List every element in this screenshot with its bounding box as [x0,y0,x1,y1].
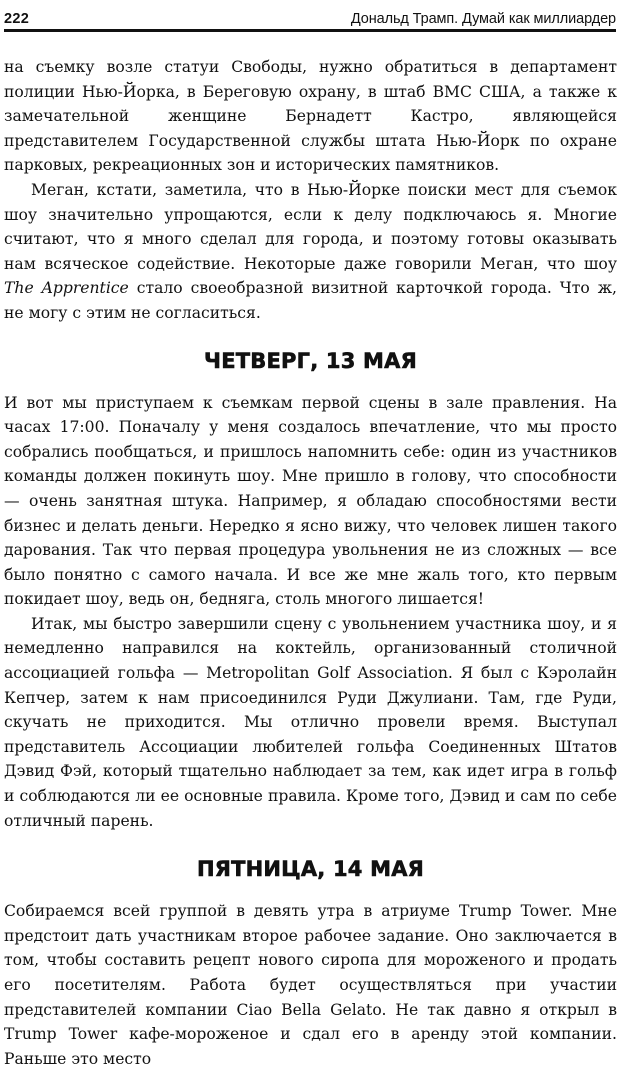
header-rule [4,29,616,32]
paragraph-boardroom: И вот мы приступаем к съемкам первой сцены в зале правления. На часах 17:00. Поначалу у меня создалось впечатление, что мы просто собрались пообщаться, и пришлось напомнить себе: один из участников команды должен покинуть шоу. Мне пришло в голову, что способности — очень занятная штука. Например, я обладаю способностями вести бизнес и делать деньги. Нередко я ясно вижу, что человек лишен такого дарования. Так что первая процедура увольнения не из сложных — все было понятно с самого начала. И все же мне жаль того, кто первым покидает шоу, ведь он, бедняга, столь многого лишается! [4,393,617,609]
page-number: 222 [4,11,30,27]
show-title-italic: The Apprentice [4,279,129,298]
paragraph-cocktail: Итак, мы быстро завершили сцену с увольнением участника шоу, и я немедленно направился на коктейль, организованный столичной ассоциацией гольфа — Metropolitan Golf Association. Я был с Кэролайн Кепчер, затем к нам присоединился Руди Джулиани. Там, где Руди, скучать не приходится. Мы отлично провели время. Выступал представитель Ассоциации любителей гольфа Соединенных Штатов Дэвид Фэй, который тщательно наблюдает за тем, как идет игра в гольф и соблюдаются ли ее основные правила. Кроме того, Дэвид и сам по себе отличный парень. [4,614,617,830]
paragraph-megan-text-2: стало своеобразной визитной карточкой города. Что ж, не могу с этим не согласиться. [4,279,618,322]
running-header [4,2,616,28]
body-text [4,55,617,1071]
paragraph-continued: на съемку возле статуи Свободы, нужно обратиться в департамент полиции Нью-Йорка, в Береговую охрану, в штаб ВМС США, а также к замечательной женщине Бернадетт Кастро, являющейся представителем Государственной службы штата Нью-Йорк по охране парковых, рекреационных зон и исторических памятников. [4,58,617,175]
paragraph-megan [4,178,617,326]
paragraph-megan-text-1: Меган, кстати, заметила, что в Нью-Йорке поиски мест для съемок шоу значительно упрощаются, если к делу подключаюсь я. Многие считают, что я много сделал для города, и поэтому готовы оказывать нам всяческое содействие. Некоторые даже говорили Меган, что шоу [4,180,617,273]
running-title: Дональд Трамп. Думай как миллиардер [350,11,616,27]
section-heading-thursday: ЧЕТВЕРГ, 13 МАЯ [204,348,417,373]
paragraph-atrium: Собираемся всей группой в девять утра в атриуме Trump Tower. Мне предстоит дать участникам второе рабочее задание. Оно заключается в том, чтобы составить рецепт нового сиропа для мороженого и продать его посетителям. Работа будет осуществляться при участии представителей компании Ciao Bella Gelato. Не так давно я открыл в Trump Tower кафе-мороженое и сдал его в аренду этой компании. Раньше это место [4,902,617,1068]
section-heading-friday: ПЯТНИЦА, 14 МАЯ [196,857,425,882]
